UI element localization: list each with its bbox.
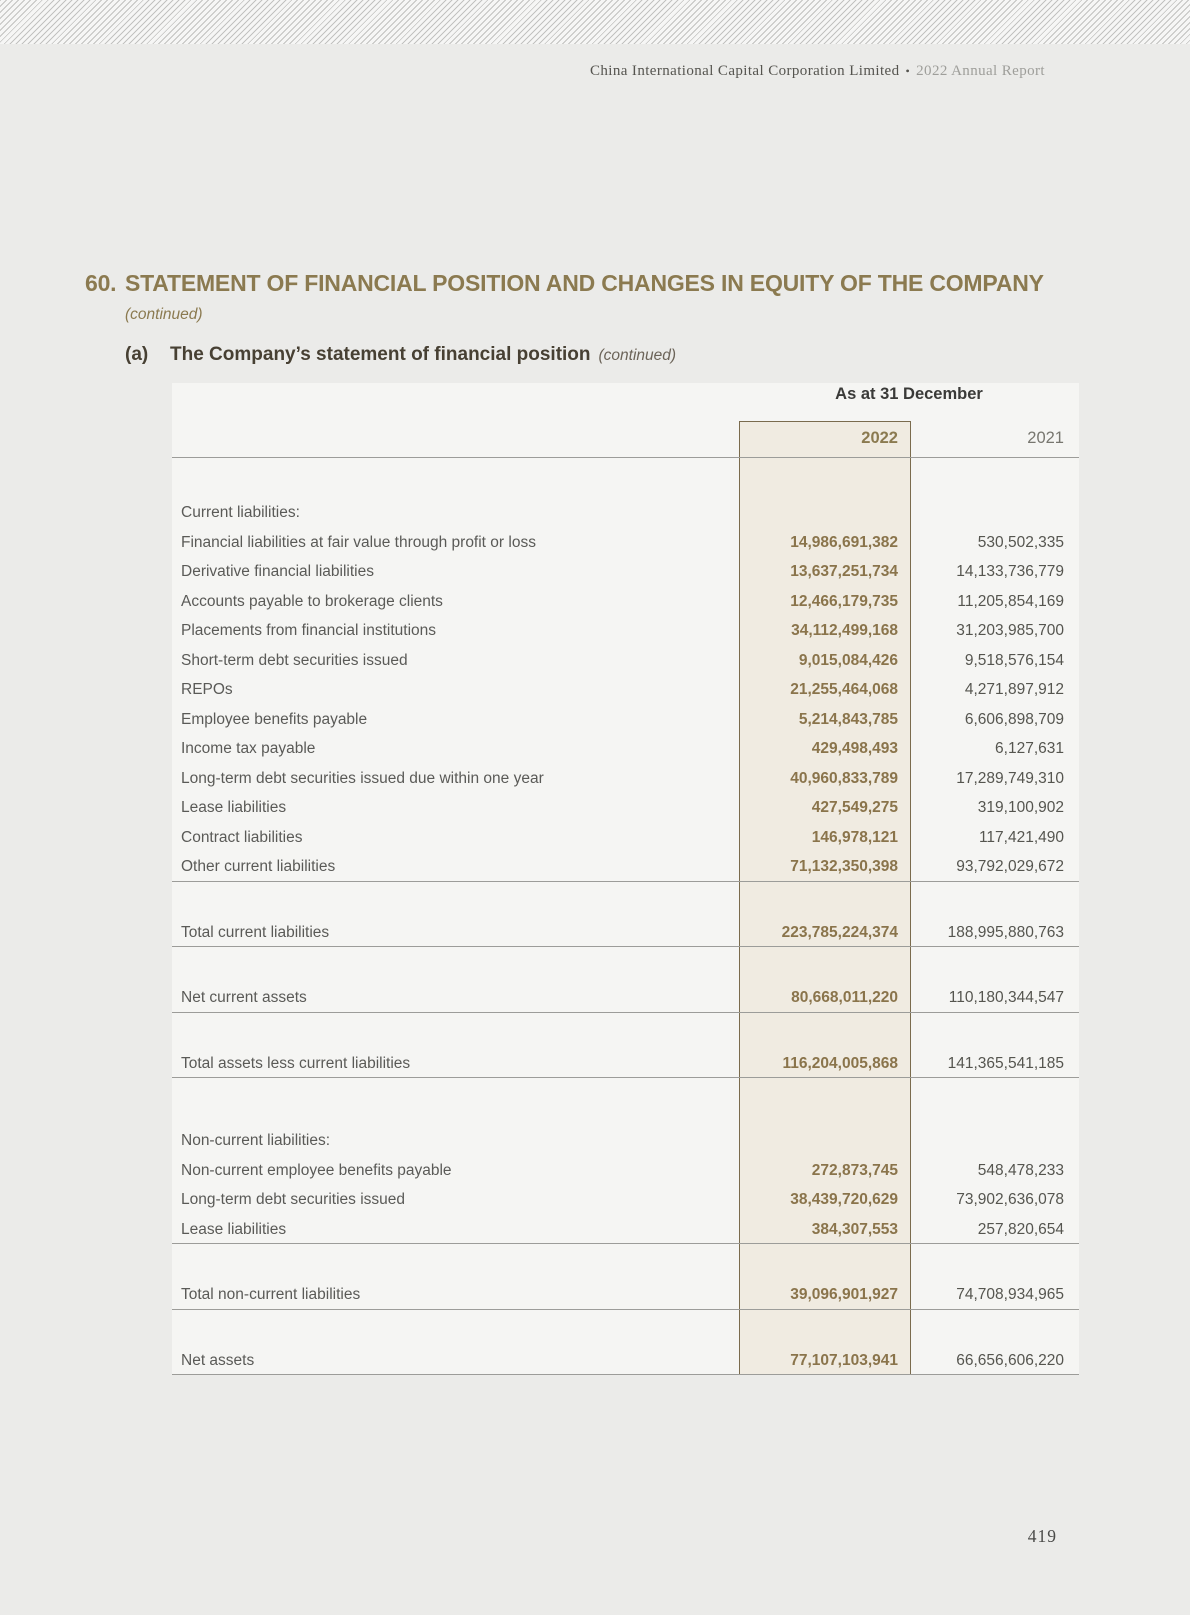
value-2022: 80,668,011,220 bbox=[791, 989, 898, 1006]
table-row bbox=[172, 587, 1079, 617]
row-label: Total non-current liabilities bbox=[181, 1286, 361, 1303]
row-label: Lease liabilities bbox=[181, 1220, 287, 1238]
value-2022: 14,986,691,382 bbox=[790, 533, 898, 551]
row-label: Total current liabilities bbox=[181, 923, 330, 941]
section-heading bbox=[85, 270, 1044, 297]
column-header-2021: 2021 bbox=[1027, 429, 1064, 447]
row-label: Accounts payable to brokerage clients bbox=[181, 592, 443, 610]
table-row bbox=[172, 983, 1079, 1013]
row-label: Long-term debt securities issued bbox=[181, 1191, 406, 1208]
value-2022 bbox=[739, 498, 911, 528]
company-name: China International Capital Corporation Limited bbox=[589, 63, 900, 79]
value-2021: 188,995,880,763 bbox=[947, 923, 1064, 941]
value-2022: 40,960,833,789 bbox=[790, 769, 898, 787]
row-label: Long-term debt securities issued due within one year bbox=[181, 769, 544, 787]
table-row bbox=[172, 1346, 1079, 1376]
column-header-2022: 2022 bbox=[861, 429, 898, 447]
section-number: 60. bbox=[85, 270, 117, 296]
running-head bbox=[590, 63, 1045, 80]
row-label: Non-current employee benefits payable bbox=[181, 1161, 452, 1179]
value-2021: 17,289,749,310 bbox=[956, 769, 1064, 787]
value-2022: 21,255,464,068 bbox=[790, 681, 898, 698]
row-label: Derivative financial liabilities bbox=[181, 563, 374, 580]
value-2022: 38,439,720,629 bbox=[790, 1191, 898, 1208]
value-2022: 13,637,251,734 bbox=[790, 563, 898, 580]
value-2022: 272,873,745 bbox=[811, 1161, 898, 1179]
value-2022: 427,549,275 bbox=[811, 799, 898, 816]
bullet-separator: • bbox=[905, 64, 911, 78]
value-2021: 66,656,606,220 bbox=[956, 1351, 1064, 1369]
value-2021: 530,502,335 bbox=[977, 533, 1064, 551]
value-2021: 110,180,344,547 bbox=[948, 989, 1064, 1006]
value-2021 bbox=[911, 1126, 1079, 1156]
table-row bbox=[172, 918, 1079, 948]
table-row bbox=[172, 1280, 1079, 1310]
value-2021: 141,365,541,185 bbox=[947, 1054, 1064, 1072]
value-2021: 93,792,029,672 bbox=[956, 858, 1064, 875]
table-row bbox=[172, 734, 1079, 764]
row-label: Short-term debt securities issued bbox=[181, 651, 408, 669]
table-row bbox=[172, 764, 1079, 794]
table-row bbox=[172, 498, 1079, 528]
row-label: Contract liabilities bbox=[181, 828, 303, 846]
value-2021: 9,518,576,154 bbox=[964, 651, 1064, 669]
value-2021: 117,421,490 bbox=[978, 828, 1064, 846]
value-2022: 34,112,499,168 bbox=[791, 622, 898, 639]
value-2021 bbox=[911, 498, 1079, 528]
row-label: Non-current liabilities: bbox=[181, 1132, 331, 1149]
table-row bbox=[172, 528, 1079, 558]
row-label: Current liabilities: bbox=[181, 504, 300, 521]
table-row bbox=[172, 1185, 1079, 1215]
value-2021: 548,478,233 bbox=[977, 1161, 1064, 1179]
value-2021: 14,133,736,779 bbox=[956, 563, 1064, 580]
table-row bbox=[172, 1049, 1079, 1079]
table-row bbox=[172, 852, 1079, 882]
table-row bbox=[172, 1215, 1079, 1245]
hatch-pattern-band bbox=[0, 0, 1190, 44]
value-2022: 223,785,224,374 bbox=[781, 923, 898, 941]
value-2022: 12,466,179,735 bbox=[790, 592, 898, 610]
value-2021: 257,820,654 bbox=[977, 1220, 1064, 1238]
value-2021: 319,100,902 bbox=[977, 799, 1064, 816]
value-2022: 384,307,553 bbox=[811, 1220, 898, 1238]
table-row bbox=[172, 557, 1079, 587]
row-label: Other current liabilities bbox=[181, 858, 336, 875]
subsection-heading bbox=[125, 344, 676, 366]
financial-position-table bbox=[172, 383, 1079, 1375]
value-2021: 11,205,854,169 bbox=[957, 592, 1064, 610]
value-2021: 4,271,897,912 bbox=[964, 681, 1064, 698]
value-2022: 77,107,103,941 bbox=[790, 1351, 898, 1369]
row-label: Employee benefits payable bbox=[181, 710, 368, 728]
value-2022: 146,978,121 bbox=[811, 828, 898, 846]
subsection-continued: (continued) bbox=[598, 347, 677, 364]
row-label: Net assets bbox=[181, 1351, 255, 1369]
value-2021: 6,606,898,709 bbox=[964, 710, 1064, 728]
subsection-label: (a) bbox=[125, 344, 149, 365]
report-title: 2022 Annual Report bbox=[916, 63, 1045, 79]
value-2021: 6,127,631 bbox=[995, 740, 1064, 757]
row-label: Placements from financial institutions bbox=[181, 622, 437, 639]
row-label: Total assets less current liabilities bbox=[181, 1054, 411, 1072]
table-row bbox=[172, 646, 1079, 676]
table-row bbox=[172, 793, 1079, 823]
row-label: Net current assets bbox=[181, 989, 307, 1006]
row-label: Financial liabilities at fair value through profit or loss bbox=[181, 533, 536, 551]
row-label: REPOs bbox=[181, 681, 233, 698]
value-2022: 429,498,493 bbox=[811, 740, 898, 757]
section-title: STATEMENT OF FINANCIAL POSITION AND CHANGES IN EQUITY OF THE COMPANY bbox=[125, 270, 1044, 296]
value-2022: 71,132,350,398 bbox=[790, 858, 898, 875]
section-continued: (continued) bbox=[125, 306, 203, 323]
table-row bbox=[172, 1156, 1079, 1186]
row-label: Lease liabilities bbox=[181, 799, 287, 816]
label-column-spacer bbox=[172, 421, 739, 457]
table-row bbox=[172, 675, 1079, 705]
period-header: As at 31 December bbox=[835, 385, 983, 403]
value-2022 bbox=[739, 1126, 911, 1156]
value-2021: 31,203,985,700 bbox=[956, 622, 1064, 639]
table-body bbox=[172, 498, 1079, 1375]
value-2021: 74,708,934,965 bbox=[956, 1286, 1064, 1303]
value-2022: 116,204,005,868 bbox=[782, 1054, 898, 1072]
value-2022: 39,096,901,927 bbox=[790, 1286, 898, 1303]
table-row bbox=[172, 823, 1079, 853]
table-row bbox=[172, 1126, 1079, 1156]
table-row bbox=[172, 616, 1079, 646]
page-number: 419 bbox=[1027, 1526, 1057, 1546]
value-2022: 5,214,843,785 bbox=[798, 710, 898, 728]
column-header-row bbox=[172, 421, 1079, 458]
row-label: Income tax payable bbox=[181, 740, 316, 757]
subsection-title: The Company’s statement of financial position bbox=[170, 344, 591, 365]
value-2021: 73,902,636,078 bbox=[956, 1191, 1064, 1208]
value-2022: 9,015,084,426 bbox=[798, 651, 898, 669]
table-row bbox=[172, 705, 1079, 735]
